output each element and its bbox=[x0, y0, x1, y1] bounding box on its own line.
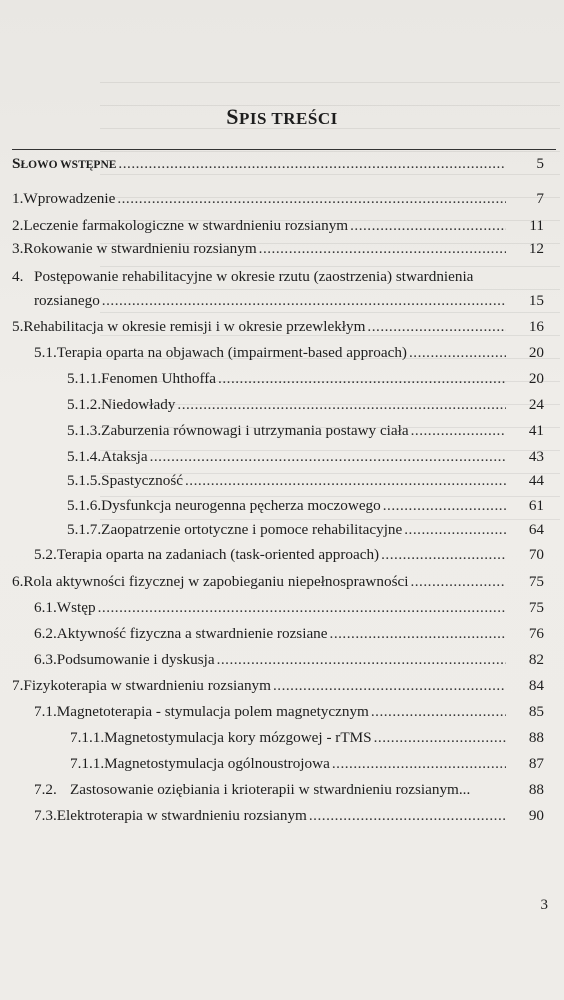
toc-entry-page: 87 bbox=[528, 755, 544, 772]
toc-entry-number: 6.1. bbox=[34, 599, 57, 616]
toc-entry-page: 85 bbox=[528, 703, 544, 720]
toc-entry bbox=[67, 370, 544, 388]
toc-entry bbox=[34, 703, 544, 721]
toc-entry-text: Zastosowanie oziębiania i krioterapii w stwardnieniu rozsianym... bbox=[70, 781, 471, 798]
toc-entry bbox=[67, 396, 544, 414]
toc-entry-page: 75 bbox=[528, 599, 544, 616]
toc-entry-page: 5 bbox=[536, 155, 544, 172]
toc-entry bbox=[12, 268, 544, 286]
toc-entry-number: 5.1. bbox=[34, 344, 57, 361]
toc-entry-text: Magnetostymulacja ogólnoustrojowa bbox=[104, 755, 330, 772]
toc-leader-dots bbox=[150, 448, 506, 466]
toc-entry bbox=[34, 625, 544, 643]
toc-entry-number: 6.3. bbox=[34, 651, 57, 668]
toc-entry-number: 5.1.7. bbox=[67, 521, 102, 538]
toc-entry-text: Aktywność fizyczna a stwardnienie rozsiane bbox=[56, 625, 328, 642]
toc-leader-dots bbox=[118, 155, 506, 173]
toc-entry-page: 15 bbox=[528, 292, 544, 309]
toc-entry-number: 5.2. bbox=[34, 546, 57, 563]
toc-leader-dots bbox=[381, 546, 506, 564]
toc-entry-number: 5.1.2. bbox=[67, 396, 102, 413]
toc-entry bbox=[12, 190, 544, 208]
toc-entry bbox=[67, 448, 544, 466]
toc-leader-dots bbox=[383, 497, 506, 515]
page-title bbox=[0, 104, 564, 130]
toc-leader-dots bbox=[98, 599, 506, 617]
toc-entry-number: 7. bbox=[12, 677, 24, 694]
toc-entry-number: 7.2. bbox=[34, 781, 57, 798]
toc-entry-page: 12 bbox=[528, 240, 544, 257]
toc-entry-number: 5. bbox=[12, 318, 24, 335]
page-number: 3 bbox=[540, 897, 548, 913]
toc-entry-text: Rola aktywności fizycznej w zapobieganiu niepełnosprawności bbox=[23, 573, 409, 590]
toc-entry-text: Ataksja bbox=[101, 448, 148, 465]
toc-entry bbox=[34, 807, 544, 825]
toc-entry bbox=[70, 729, 544, 747]
toc-entry-continuation bbox=[34, 292, 544, 310]
toc-leader-dots bbox=[217, 651, 506, 669]
toc-entry-text: Rokowanie w stwardnieniu rozsianym bbox=[23, 240, 257, 257]
toc-entry-text: Fenomen Uhthoffa bbox=[101, 370, 217, 387]
toc-leader-dots bbox=[185, 472, 506, 490]
toc-entry bbox=[34, 599, 544, 617]
toc-entry-text: Podsumowanie i dyskusja bbox=[56, 651, 215, 668]
toc-leader-dots bbox=[332, 755, 506, 773]
toc-leader-dots bbox=[411, 422, 506, 440]
toc-entry bbox=[67, 497, 544, 515]
toc-entry-number: 6. bbox=[12, 573, 24, 590]
toc-entry bbox=[12, 240, 544, 258]
toc-entry-text: Fizykoterapia w stwardnieniu rozsianym bbox=[23, 677, 271, 694]
toc-entry-page: 64 bbox=[528, 521, 544, 538]
toc-entry-number: 1. bbox=[12, 190, 24, 207]
toc-entry-text: Elektroterapia w stwardnieniu rozsianym bbox=[56, 807, 307, 824]
toc-entry-text: SŁOWO WSTĘPNE bbox=[12, 155, 117, 172]
toc-entry-page: 20 bbox=[528, 344, 544, 361]
toc-entry-text: Postępowanie rehabilitacyjne w okresie rzutu (zaostrzenia) stwardnienia bbox=[34, 268, 474, 285]
toc-entry bbox=[12, 573, 544, 591]
toc-entry bbox=[34, 546, 544, 564]
toc-entry bbox=[70, 755, 544, 773]
toc-entry bbox=[67, 472, 544, 490]
toc-leader-dots bbox=[409, 344, 506, 362]
toc-entry-number: 2. bbox=[12, 217, 24, 234]
toc-entry-text: Wstęp bbox=[56, 599, 96, 616]
toc-entry bbox=[12, 217, 544, 235]
toc-leader-dots bbox=[309, 807, 506, 825]
toc-entry-page: 44 bbox=[528, 472, 544, 489]
toc-entry-text: Zaburzenia równowagi i utrzymania postawy ciała bbox=[101, 422, 409, 439]
toc-entry-page: 70 bbox=[528, 546, 544, 563]
toc-leader-dots bbox=[259, 240, 506, 258]
toc-leader-dots bbox=[404, 521, 506, 539]
title-initial: S bbox=[226, 104, 240, 129]
toc-leader-dots bbox=[367, 318, 506, 336]
toc-leader-dots bbox=[273, 677, 506, 695]
toc-entry-page: 88 bbox=[528, 781, 544, 798]
toc-leader-dots bbox=[218, 370, 506, 388]
toc-entry-page: 76 bbox=[528, 625, 544, 642]
toc-entry-number: 5.1.4. bbox=[67, 448, 102, 465]
toc-leader-dots bbox=[410, 573, 506, 591]
toc-entry bbox=[67, 521, 544, 539]
toc-entry bbox=[34, 781, 544, 799]
toc-entry-foreword bbox=[12, 155, 544, 174]
toc-entry-text: Rehabilitacja w okresie remisji i w okresie przewlekłym bbox=[23, 318, 366, 335]
toc-entry bbox=[67, 422, 544, 440]
toc-leader-dots bbox=[102, 292, 506, 310]
toc-entry-text: Dysfunkcja neurogenna pęcherza moczowego bbox=[101, 497, 381, 514]
toc-entry-text: rozsianego bbox=[34, 292, 100, 309]
toc-leader-dots bbox=[177, 396, 506, 414]
toc-leader-dots bbox=[330, 625, 506, 643]
toc-entry-page: 20 bbox=[528, 370, 544, 387]
toc-entry-text: Niedowłady bbox=[101, 396, 176, 413]
toc-entry bbox=[34, 344, 544, 362]
toc-entry-page: 43 bbox=[528, 448, 544, 465]
toc-entry-text: Wprowadzenie bbox=[23, 190, 116, 207]
toc-leader-dots bbox=[350, 217, 506, 235]
toc-entry bbox=[12, 318, 544, 336]
toc-entry-text: Terapia oparta na objawach (impairment-based approach) bbox=[56, 344, 407, 361]
toc-entry bbox=[12, 677, 544, 695]
toc-entry-page: 24 bbox=[528, 396, 544, 413]
toc-entry-page: 88 bbox=[528, 729, 544, 746]
toc-entry-text: Magnetostymulacja kory mózgowej - rTMS bbox=[104, 729, 372, 746]
toc-entry-number: 7.1.1. bbox=[70, 755, 105, 772]
toc-entry-page: 75 bbox=[528, 573, 544, 590]
toc-entry-number: 4. bbox=[12, 268, 24, 285]
toc-entry-number: 7.1.1. bbox=[70, 729, 105, 746]
toc-entry-page: 90 bbox=[528, 807, 544, 824]
toc-entry-number: 6.2. bbox=[34, 625, 57, 642]
toc-entry-number: 5.1.6. bbox=[67, 497, 102, 514]
toc-entry-text: Leczenie farmakologiczne w stwardnieniu rozsianym bbox=[23, 217, 349, 234]
toc-leader-dots bbox=[117, 190, 506, 208]
toc-entry-text: Terapia oparta na zadaniach (task-oriented approach) bbox=[56, 546, 380, 563]
toc-entry-page: 84 bbox=[528, 677, 544, 694]
title-rest: PIS TREŚCI bbox=[239, 109, 338, 128]
toc-entry-page: 61 bbox=[528, 497, 544, 514]
toc-entry-text: Magnetoterapia - stymulacja polem magnetycznym bbox=[56, 703, 369, 720]
toc-entry-page: 16 bbox=[528, 318, 544, 335]
toc-entry-number: 3. bbox=[12, 240, 24, 257]
toc-entry-number: 5.1.5. bbox=[67, 472, 102, 489]
toc-entry-text: Zaopatrzenie ortotyczne i pomoce rehabilitacyjne bbox=[101, 521, 403, 538]
toc-entry-text: Spastyczność bbox=[101, 472, 183, 489]
toc-leader-dots bbox=[374, 729, 506, 747]
toc-entry-number: 5.1.1. bbox=[67, 370, 102, 387]
title-divider bbox=[12, 149, 556, 150]
toc-entry-page: 11 bbox=[529, 217, 544, 234]
toc-entry-page: 41 bbox=[528, 422, 544, 439]
toc-entry-number: 5.1.3. bbox=[67, 422, 102, 439]
toc-entry-number: 7.1. bbox=[34, 703, 57, 720]
toc-entry-page: 82 bbox=[528, 651, 544, 668]
toc-entry-number: 7.3. bbox=[34, 807, 57, 824]
toc-entry-page: 7 bbox=[536, 190, 544, 207]
toc-leader-dots bbox=[371, 703, 506, 721]
toc-entry bbox=[34, 651, 544, 669]
